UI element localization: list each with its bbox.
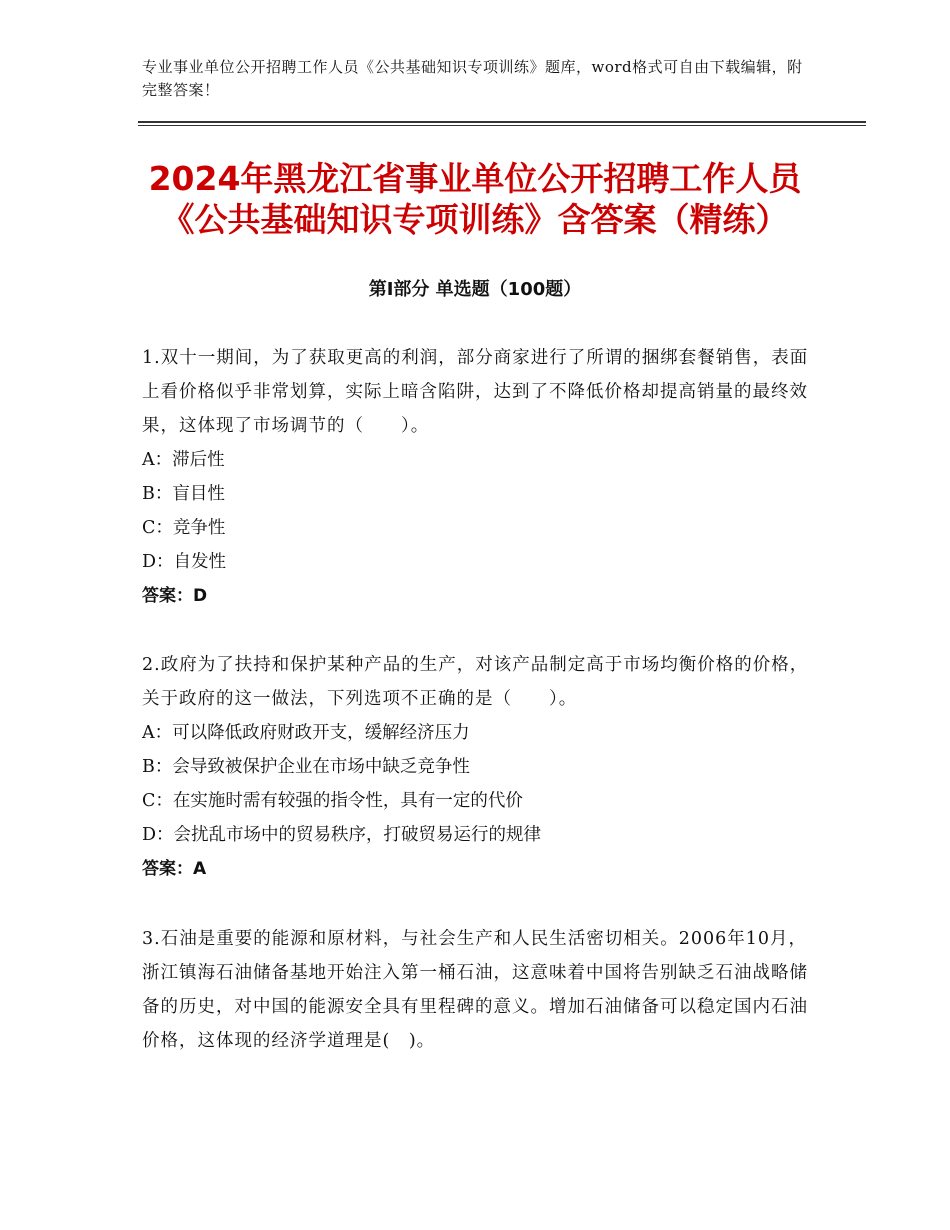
question-stem: 2.政府为了扶持和保护某种产品的生产，对该产品制定高于市场均衡价格的价格，关于政府的这一做法，下列选项不正确的是（ ）。: [142, 655, 809, 709]
question-stem: 1.双十一期间，为了获取更高的利润，部分商家进行了所谓的捆绑套餐销售，表面上看价格似乎非常划算，实际上暗含陷阱，达到了不降低价格却提高销量的最终效果，这体现了市场调节的（ ）。: [142, 348, 809, 436]
option-a: A：滞后性: [142, 450, 225, 470]
question-3: [142, 922, 810, 1058]
header-note: 专业事业单位公开招聘工作人员《公共基础知识专项训练》题库，word格式可自由下载编辑，附完整答案！: [142, 58, 803, 99]
option-c: C：在实施时需有较强的指令性，具有一定的代价: [142, 791, 523, 811]
option-d: D：会扰乱市场中的贸易秩序，打破贸易运行的规律: [142, 825, 542, 845]
title-line-2: 《公共基础知识专项训练》含答案（精练）: [161, 200, 789, 239]
question-2: [142, 648, 810, 886]
question-stem: 3.石油是重要的能源和原材料，与社会生产和人民生活密切相关。2006年10月，浙江镇海石油储备基地开始注入第一桶石油，这意味着中国将告别缺乏石油战略储备的历史，对中国的能源安全具有里程碑的意义。增加石油储备可以稳定国内石油价格，这体现的经济学道理是( )。: [142, 929, 808, 1051]
option-b: B：盲目性: [142, 484, 225, 504]
title-line-1: 2024年黑龙江省事业单位公开招聘工作人员: [148, 159, 802, 198]
section-heading: 第I部分 单选题（100题）: [368, 279, 582, 300]
answer: 答案：A: [142, 859, 207, 879]
question-1: [142, 341, 810, 613]
header-rule-thick: [138, 121, 866, 123]
option-c: C：竞争性: [142, 518, 226, 538]
answer: 答案：D: [142, 586, 208, 606]
option-d: D：自发性: [142, 552, 227, 572]
document-title: [100, 158, 850, 240]
header-rule-thin: [138, 125, 866, 126]
option-a: A：可以降低政府财政开支，缓解经济压力: [142, 723, 470, 743]
option-b: B：会导致被保护企业在市场中缺乏竞争性: [142, 757, 470, 777]
